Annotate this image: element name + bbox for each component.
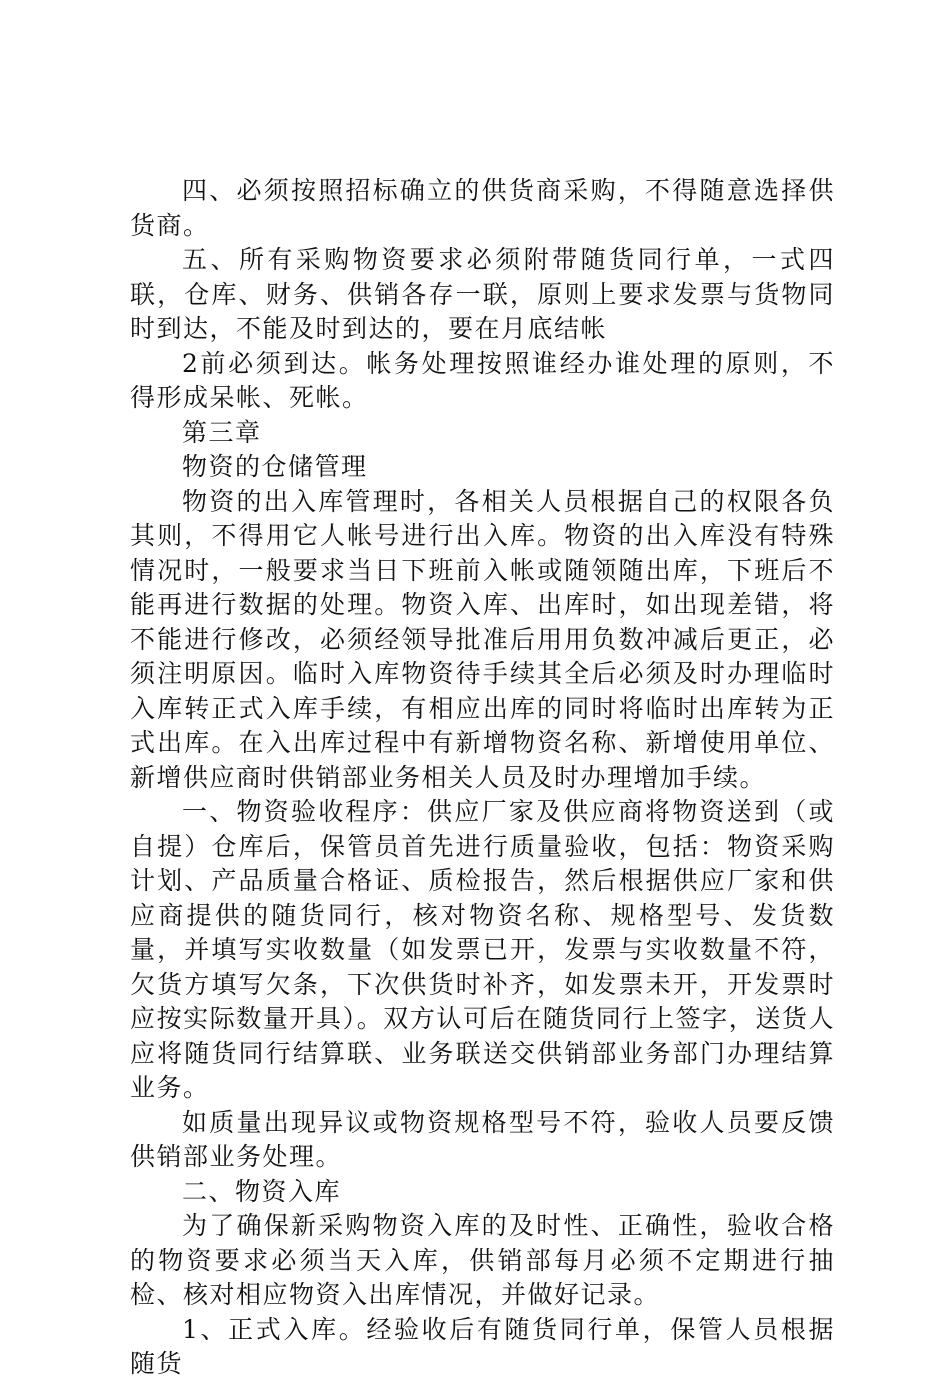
chapter-title: 物资的仓储管理 <box>182 452 368 481</box>
paragraph-quality-dispute: 如质量出现异议或物资规格型号不符，验收人员要反馈供销部业务处理。 <box>130 1107 835 1171</box>
chapter-heading: 第三章 <box>182 417 262 447</box>
document-body <box>130 174 835 1382</box>
paragraph-inout-management: 物资的出入库管理时，各相关人员根据自己的权限各负其则，不得用它人帐号进行出入库。物资的出入库没有特殊情况时，一般要求当日下班前入帐或随领随出库，下班后不能再进行数据的处理。物资入库、出库时，如出现差错，将不能进行修改，必须经领导批准后用用负数冲减后更正，必须注明原因。临时入库物资待手续其全后必须及时办理临时入库转正式入库手续，有相应出库的同时将临时出库转为正式出库。在入出库过程中有新增物资名称、新增使用单位、新增供应商时供销部业务相关人员及时办理增加手续。 <box>130 486 835 792</box>
paragraph-warehousing-timeliness: 为了确保新采购物资入库的及时性、正确性，验收合格的物资要求必须当天入库，供销部每月必须不定期进行抽检、核对相应物资入出库情况，并做好记录。 <box>130 1211 835 1309</box>
paragraph-delivery-note-rule: 五、所有采购物资要求必须附带随货同行单，一式四联，仓库、财务、供销各存一联，原则上要求发票与货物同时到达，不能及时到达的，要在月底结帐 <box>130 245 835 343</box>
paragraph-formal-warehousing: 1、正式入库。经验收后有随货同行单，保管人员根据随货 <box>130 1314 835 1378</box>
paragraph-accounting-rule: 2前必须到达。帐务处理按照谁经办谁处理的原则，不得形成呆帐、死帐。 <box>130 348 835 412</box>
paragraph-acceptance-procedure: 一、物资验收程序：供应厂家及供应商将物资送到（或自提）仓库后，保管员首先进行质量验收，包括：物资采购计划、产品质量合格证、质检报告，然后根据供应厂家和供应商提供的随货同行，核对物资名称、规格型号、发货数量，并填写实收数量（如发票已开，发票与实收数量不符，欠货方填写欠条，下次供货时补齐，如发票未开，开发票时应按实际数量开具）。双方认可后在随货同行上签字，送货人应将随货同行结算联、业务联送交供销部业务部门办理结算业务。 <box>130 797 835 1102</box>
section-heading-warehousing: 二、物资入库 <box>182 1176 342 1206</box>
paragraph-supplier-rule: 四、必须按照招标确立的供货商采购，不得随意选择供货商。 <box>130 176 835 240</box>
